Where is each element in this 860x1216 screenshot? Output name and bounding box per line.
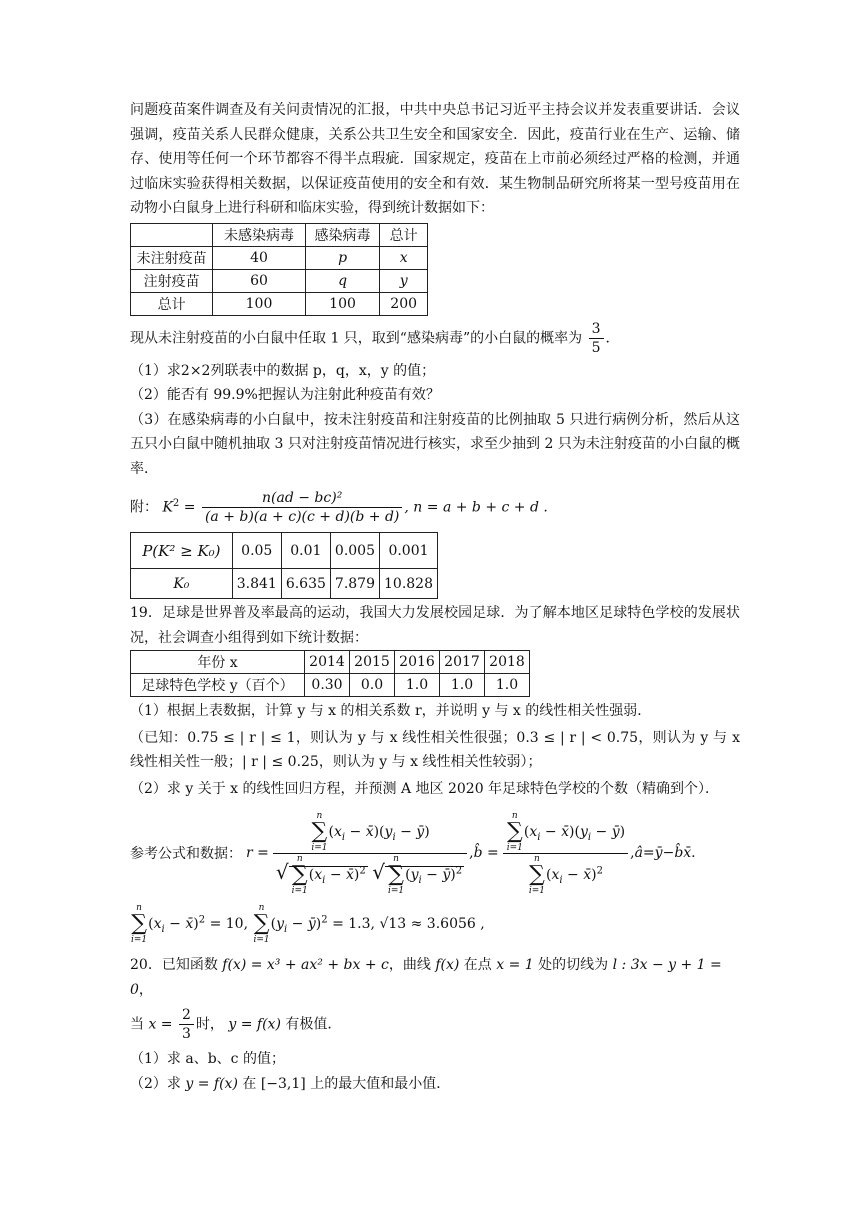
table-row	[131, 246, 428, 269]
table-row	[131, 292, 428, 315]
table-cell: 2016	[395, 651, 440, 674]
table-cell: 60	[213, 269, 306, 292]
football-table	[130, 650, 530, 697]
table-cell: 3.841	[232, 569, 281, 599]
table-cell: 总计	[131, 292, 213, 315]
probability-line: 现从未注射疫苗的小白鼠中任取 1 只，取到“感染病毒”的小白鼠的概率为 $\frac{3}{5}$ ．	[130, 320, 620, 356]
table-cell: 1.0	[395, 674, 440, 697]
table-cell: 2014	[305, 651, 350, 674]
k2-fraction: $\frac{\text{n(ad − bc)²}}{(a + b)(a + c)(c + d)(b + d)}$	[202, 489, 402, 526]
table-row	[131, 269, 428, 292]
appendix-formula: 附： $K^2$ = $\frac{\text{n(ad − bc)²}}{(a + b)(a + c)(c + d)(b + d)}$ , n = a + b + c + d .	[130, 490, 548, 525]
critical-value-table	[130, 532, 438, 599]
q20-part1: （1）求 a、b、c 的值；	[130, 1051, 285, 1067]
table-cell: 100	[305, 292, 380, 315]
table-cell: 年份 x	[131, 651, 305, 674]
q20-line1: 20．已知函数 f(x) = x³ + ax² + bx + c，曲线 f(x) 在点 x = 1 处的切线为 l : 3x − y + 1 = 0，	[130, 957, 722, 998]
intro-paragraph: 问题疫苗案件调查及有关问责情况的汇报，中共中央总书记习近平主持会议并发表重要讲话．会议强调，疫苗关系人民群众健康，关系公共卫生安全和国家安全．因此，疫苗行业在生产、运输、储存、使用等任何一个环节都容不得半点瑕疵．国家规定，疫苗在上市前必须经过严格的检测，并通过临床实验获得相关数据，以保证疫苗使用的安全和有效．某生物制品研究所将某一型号疫苗用在动物小白鼠身上进行科研和临床实验，得到统计数据如下：	[130, 102, 740, 216]
table-cell: 40	[213, 246, 306, 269]
q18-part1: （1）求2×2列联表中的数据 p，q，x，y 的值；	[130, 362, 436, 379]
table-cell: 未感染病毒	[213, 223, 306, 246]
table-cell	[131, 223, 213, 246]
q18-part3: （3）在感染病毒的小白鼠中，按未注射疫苗和注射疫苗的比例抽取 5 只进行病例分析，然后从这五只小白鼠中随机抽取 3 只对注射疫苗情况进行核实，求至少抽到 2 只为未注射疫苗的小白鼠的概率．	[130, 411, 740, 477]
table-cell: 注射疫苗	[131, 269, 213, 292]
table-cell: 足球特色学校 y（百个）	[131, 674, 305, 697]
vaccine-table	[130, 223, 428, 316]
r-fraction: n ∑ i=1 ($x_i$ − $x̄)(y_i$ − ȳ) √ n ∑ i=1 ($x_i$ − x̄)$^2$ √ n ∑ i=1 ($y_i$ − ȳ)$^2$	[273, 811, 467, 896]
table-cell: 2015	[350, 651, 395, 674]
table-cell: 7.879	[330, 569, 379, 599]
q20-part2: （2）求 y = f(x) 在 [−3,1] 上的最大值和最小值．	[130, 1075, 451, 1092]
table-cell: 0.005	[330, 533, 379, 569]
table-cell: P(K² ≥ K₀)	[131, 533, 233, 569]
table-cell: 未注射疫苗	[131, 246, 213, 269]
table-cell: K₀	[131, 569, 233, 599]
table-cell: 感染病毒	[305, 223, 380, 246]
table-cell: 2017	[440, 651, 485, 674]
q19-paragraph: 19．足球是世界普及率最高的运动，我国大力发展校园足球．为了解本地区足球特色学校的发展状况，社会调查小组得到如下统计数据：	[130, 605, 740, 646]
table-cell: 1.0	[485, 674, 530, 697]
table-cell: p	[305, 246, 380, 269]
table-cell: 6.635	[281, 569, 330, 599]
reference-data: n ∑ i=1 ($x_i$ − x̄)$^2$ = 10, n ∑ i=1 ($y_i$ − ȳ)$^2$ = 1.3, √13 ≈ 3.6056 ,	[131, 903, 485, 945]
table-cell: 0.05	[232, 533, 281, 569]
table-row	[131, 651, 530, 674]
q19-known: （已知：0.75 ≤ | r | ≤ 1，则认为 y 与 x 线性相关性很强；0.3 ≤ | r | < 0.75，则认为 y 与 x 线性相关性一般；| r | ≤ 0.25，则认为 y 与 x 线性相关性较弱）；	[130, 729, 740, 770]
q20-line2: 当 x = $\frac{2}{3}$ 时， y = f(x) 有极值．	[130, 1007, 342, 1042]
q18-part2: （2）能否有 99.9%把握认为注射此种疫苗有效？	[130, 387, 440, 403]
table-cell: x	[380, 246, 428, 269]
table-row	[131, 674, 530, 697]
x-fraction: $\frac{2}{3}$	[179, 1006, 194, 1043]
q19-part2: （2）求 y 关于 x 的线性回归方程，并预测 A 地区 2020 年足球特色学校的个数（精确到个）．	[130, 780, 720, 797]
table-cell: 100	[213, 292, 306, 315]
table-row	[131, 533, 438, 569]
table-cell: q	[305, 269, 380, 292]
reference-formulas: 参考公式和数据： r = n ∑ i=1 ($x_i$ − $x̄)(y_i$ − ȳ) √ n ∑ i=1 ($x_i$ − x̄)$^2$ √ n ∑ i=1 ($y_i$ − ȳ)$^2$ , b̂ = n ∑ i=1 ($x_i$ − $x̄)(y_i$ − ȳ) n ∑ i=1 ($x_i$ − x̄)$^2$ , â = ȳ − b̂x̄ .	[130, 810, 696, 896]
b-fraction: n ∑ i=1 ($x_i$ − $x̄)(y_i$ − ȳ) n ∑ i=1 ($x_i$ − x̄)$^2$	[503, 811, 628, 896]
table-cell: 1.0	[440, 674, 485, 697]
document-page	[130, 98, 740, 1096]
table-row	[131, 223, 428, 246]
q19-part1: （1）根据上表数据，计算 y 与 x 的相关系数 r，并说明 y 与 x 的线性相关性强弱．	[130, 703, 652, 719]
table-cell: 200	[380, 292, 428, 315]
table-cell: 0.30	[305, 674, 350, 697]
probability-fraction: $\frac{3}{5}$	[589, 320, 604, 357]
table-cell: 0.0	[350, 674, 395, 697]
table-cell: y	[380, 269, 428, 292]
table-cell: 总计	[380, 223, 428, 246]
table-cell: 10.828	[380, 569, 438, 599]
table-cell: 2018	[485, 651, 530, 674]
table-row	[131, 569, 438, 599]
table-cell: 0.01	[281, 533, 330, 569]
table-cell: 0.001	[380, 533, 438, 569]
